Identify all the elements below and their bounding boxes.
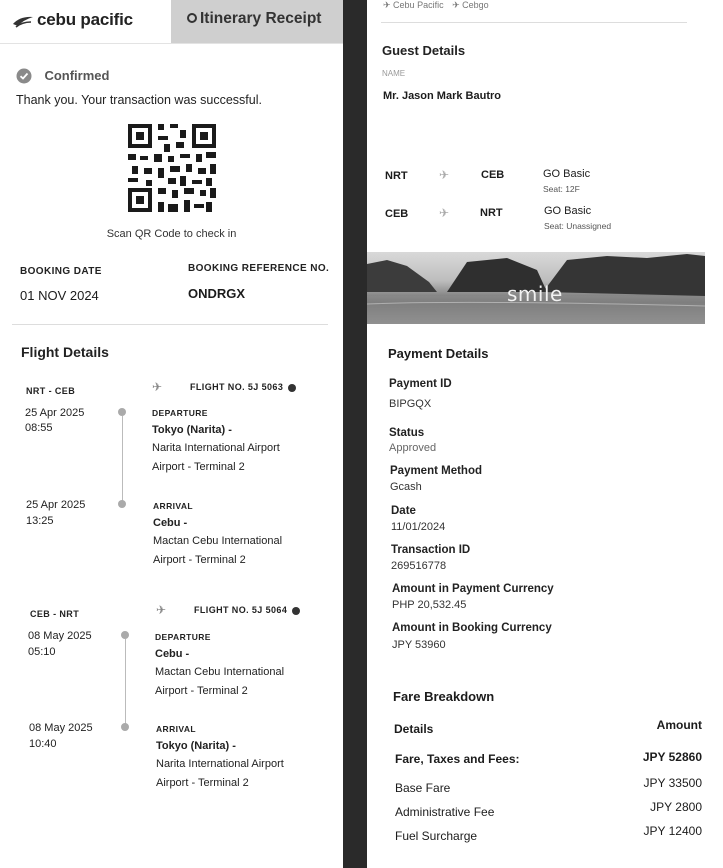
amount-payment-currency-value: PHP 20,532.45: [392, 599, 467, 611]
departure-airport-line1: Mactan Cebu International: [155, 666, 285, 678]
payment-details-title: Payment Details: [388, 346, 489, 361]
departure-date: 08 May 2025: [28, 630, 92, 642]
segment-fare: GO Basic: [544, 205, 592, 217]
status-label: Status: [389, 427, 425, 439]
status-value: Approved: [389, 442, 437, 454]
plane-icon: ✈: [439, 206, 450, 220]
transaction-id-label: Transaction ID: [391, 544, 471, 556]
qr-caption: Scan QR Code to check in: [106, 228, 237, 240]
airline-logo-icon: [12, 14, 34, 28]
arrival-date: 08 May 2025: [29, 722, 93, 734]
status-label: Confirmed: [44, 68, 110, 84]
date-label: Date: [391, 505, 416, 517]
segment-seat: Seat: Unassigned: [544, 221, 612, 231]
departure-airport-line2: Airport - Terminal 2: [155, 685, 248, 697]
fare-row-amount: JPY 33500: [643, 776, 702, 790]
itinerary-receipt-tab: [171, 0, 343, 43]
payment-method-label: Payment Method: [390, 465, 483, 477]
payment-id-value: BIPGQX: [389, 398, 432, 410]
segment-from: CEB: [385, 208, 409, 220]
receipt-dot-icon: [187, 13, 197, 23]
promo-banner: [367, 252, 705, 324]
timeline-dot: [118, 500, 126, 508]
departure-city: Cebu -: [155, 648, 190, 660]
fare-row-amount: JPY 12400: [643, 824, 702, 838]
plane-icon: ✈: [156, 603, 167, 617]
arrival-type: ARRIVAL: [153, 501, 193, 511]
guest-details-title: Guest Details: [382, 43, 466, 58]
segment-fare: GO Basic: [543, 168, 591, 180]
top-divider: [381, 22, 687, 23]
segment-to: NRT: [480, 207, 503, 219]
fare-col-amount: Amount: [656, 718, 702, 732]
timeline-line: [125, 639, 126, 725]
flight-card-2: [0, 600, 343, 800]
arrival-airport-line1: Mactan Cebu International: [153, 535, 283, 547]
segment-seat: Seat: 12F: [543, 184, 580, 194]
fare-breakdown-title: Fare Breakdown: [393, 689, 495, 704]
flight-number: [190, 382, 296, 392]
brand-logo: [12, 10, 133, 30]
departure-airport-line2: Airport - Terminal 2: [152, 461, 245, 473]
arrival-time: 13:25: [26, 515, 54, 527]
booking-date-value: 01 NOV 2024: [20, 288, 99, 303]
airline-2: Cebgo: [462, 0, 489, 10]
arrival-city: Cebu -: [153, 517, 188, 529]
flight-number: [194, 605, 300, 615]
fare-row-label: Base Fare: [395, 781, 451, 795]
timeline-line: [122, 416, 123, 501]
flight-route: NRT - CEB: [26, 386, 76, 396]
payment-method-value: Gcash: [390, 481, 422, 493]
fare-row-label: Fare, Taxes and Fees:: [395, 752, 520, 766]
departure-time: 05:10: [28, 646, 56, 658]
flight-number-text: FLIGHT NO. 5J 5064: [194, 605, 288, 615]
flight-details-title: Flight Details: [21, 344, 109, 360]
plane-icon: ✈: [439, 168, 450, 182]
arrival-airport-line1: Narita International Airport: [156, 758, 284, 770]
plane-icon: ✈: [152, 380, 163, 394]
transaction-id-value: 269516778: [391, 560, 447, 572]
departure-city: Tokyo (Narita) -: [152, 424, 232, 436]
booking-ref-label: BOOKING REFERENCE NO.: [188, 263, 330, 274]
info-icon: [288, 384, 296, 392]
departure-type: DEPARTURE: [152, 408, 208, 418]
status-row: [16, 67, 109, 85]
arrival-city: Tokyo (Narita) -: [156, 740, 236, 752]
departure-airport-line1: Narita International Airport: [152, 442, 280, 454]
amount-booking-currency-value: JPY 53960: [392, 639, 446, 651]
segment-to: CEB: [481, 169, 505, 181]
qr-code: [128, 124, 216, 212]
brand-name: cebu pacific: [37, 10, 133, 29]
banner-text: smile: [507, 282, 563, 306]
info-icon: [292, 607, 300, 615]
plane-icon: ✈: [383, 0, 394, 10]
departure-date: 25 Apr 2025: [25, 407, 85, 419]
arrival-airport-line2: Airport - Terminal 2: [153, 554, 246, 566]
booking-date-label: BOOKING DATE: [20, 266, 102, 277]
date-value: 11/01/2024: [391, 521, 446, 533]
amount-booking-currency-label: Amount in Booking Currency: [392, 622, 552, 634]
flight-route: CEB - NRT: [30, 609, 80, 619]
fare-row-label: Administrative Fee: [395, 805, 495, 819]
fare-col-details: Details: [394, 722, 434, 736]
amount-payment-currency-label: Amount in Payment Currency: [392, 583, 554, 595]
payment-id-label: Payment ID: [389, 378, 452, 390]
fare-row-amount: JPY 2800: [650, 800, 702, 814]
flight-card-1: [0, 378, 343, 588]
left-page: [0, 0, 343, 868]
check-circle-icon: [16, 68, 32, 84]
header-divider: [0, 43, 343, 44]
flight-number-text: FLIGHT NO. 5J 5063: [190, 382, 284, 392]
receipt-tab-label: Itinerary Receipt: [200, 10, 322, 27]
timeline-dot: [121, 631, 129, 639]
page-gutter: [343, 0, 367, 868]
departure-type: DEPARTURE: [155, 632, 211, 642]
guest-name-label: NAME: [382, 69, 406, 78]
operating-airlines: [383, 0, 489, 11]
guest-name: Mr. Jason Mark Bautro: [383, 90, 501, 102]
success-message: Thank you. Your transaction was successful.: [16, 93, 262, 107]
fare-row-amount: JPY 52860: [642, 750, 702, 764]
booking-ref-value: ONDRGX: [188, 286, 246, 301]
segment-from: NRT: [385, 170, 408, 182]
timeline-dot: [118, 408, 126, 416]
plane-icon: ✈: [452, 0, 463, 10]
arrival-date: 25 Apr 2025: [26, 499, 86, 511]
timeline-dot: [121, 723, 129, 731]
arrival-time: 10:40: [29, 738, 57, 750]
fare-row-label: Fuel Surcharge: [395, 829, 478, 843]
airline-1: Cebu Pacific: [393, 0, 444, 10]
arrival-airport-line2: Airport - Terminal 2: [156, 777, 249, 789]
booking-divider: [12, 324, 328, 325]
departure-time: 08:55: [25, 422, 53, 434]
arrival-type: ARRIVAL: [156, 724, 196, 734]
